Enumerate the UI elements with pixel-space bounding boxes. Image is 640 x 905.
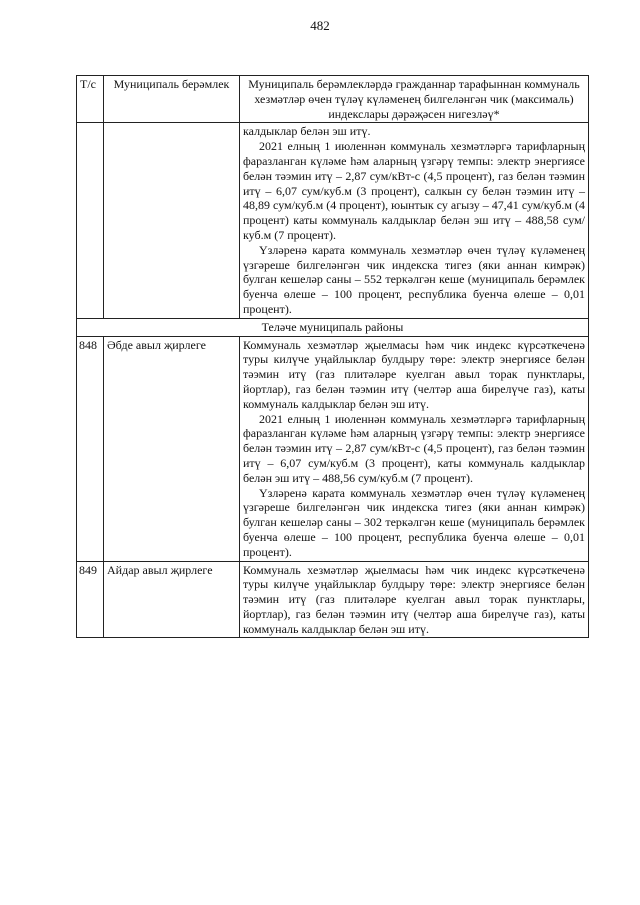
paragraph: Үзләренә карата коммуналь хезмәтләр өчен түләү күләменең үзгәреше билгеләнгән чик индекска тигез (яки аннан кимрәк) булган кешеләр саны – 552 теркәлгән кеше (муниципаль берәмлек буенча өлеше – 100 процент, республика буенча өлеше – 0,01 процент).: [243, 242, 585, 316]
row-description: [240, 123, 589, 318]
page-number: 482: [310, 18, 330, 33]
row-municipality: Әбде авыл җирлеге: [104, 336, 240, 561]
row-description: [240, 561, 589, 638]
paragraph: Үзләренә карата коммуналь хезмәтләр өчен түләү күләменең үзгәреше билгеләнгән чик индекска тигез (яки аннан кимрәк) булган кешеләр саны – 302 теркәлгән кеше (муниципаль берәмлек буенча өлеше – 100 процент, республика буенча өлеше – 0,01 процент).: [243, 485, 585, 559]
header-municipality: Муниципаль берәмлек: [104, 76, 240, 123]
paragraph: 2021 елның 1 июленнән коммуналь хезмәтләргә тарифларның фаразланган күләме һәм аларның үзгәрү темпы: электр энергиясе белән тәэмин итү – 2,87 сум/кВт-с (4,5 процент), газ белән тәэмин итү – 6,07 сум/куб.м (3 процент), каты коммуналь калдыклар белән эш итү – 488,56 сум/куб.м (7 процент).: [243, 411, 585, 485]
table-header-row: [77, 76, 589, 123]
row-description: [240, 336, 589, 561]
table-row: [77, 336, 589, 561]
header-number: Т/с: [77, 76, 104, 123]
row-number: 848: [77, 336, 104, 561]
paragraph: калдыклар белән эш итү.: [243, 124, 371, 139]
table-row: [77, 561, 589, 638]
row-municipality: Айдар авыл җирлеге: [104, 561, 240, 638]
row-municipality: [104, 123, 240, 318]
paragraph: 2021 елның 1 июленнән коммуналь хезмәтләргә тарифларның фаразланган күләме һәм аларның үзгәрү темпы: электр энергиясе белән тәэмин итү – 2,87 сум/кВт-с (4,5 процент), газ белән тәэмин итү – 6,07 сум/куб.м (3 процент), салкын су белән тәэмин итү – 48,89 сум/куб.м (4 процент), юынтык су агызу – 47,41 сум/куб.м (4 процент) каты коммуналь калдыклар белән эш итү – 488,58 сум/куб.м (7 процент).: [243, 139, 585, 242]
section-row: [77, 318, 589, 336]
tariff-table: [76, 75, 589, 638]
paragraph: Коммуналь хезмәтләр җыелмасы һәм чик индекс күрсәткеченә туры килүче уңайлыклар булдыру төре: электр энергиясе белән тәэмин итү (газ плитәләре куелган авыл торак пунктлары, йортлар), газ белән тәэмин итү (челтәр аша бирелүче газ), каты коммуналь калдыклар белән эш итү.: [243, 562, 585, 636]
table-row: [77, 123, 589, 318]
header-description: Муниципаль берәмлекләрдә гражданнар тарафыннан коммуналь хезмәтләр өчен түләү күләменең билгеләнгән чик (максималь) индекслары дәрәҗәсен нигезләү*: [240, 76, 589, 123]
row-number: [77, 123, 104, 318]
paragraph: Коммуналь хезмәтләр җыелмасы һәм чик индекс күрсәткеченә туры килүче уңайлыклар булдыру төре: электр энергиясе белән тәэмин итү (газ плитәләре куелган авыл торак пунктлары, йортлар), газ белән тәэмин итү (челтәр аша бирелүче газ), каты коммуналь калдыклар белән эш итү.: [243, 337, 585, 411]
section-title: Теләче муниципаль районы: [77, 318, 589, 336]
row-number: 849: [77, 561, 104, 638]
